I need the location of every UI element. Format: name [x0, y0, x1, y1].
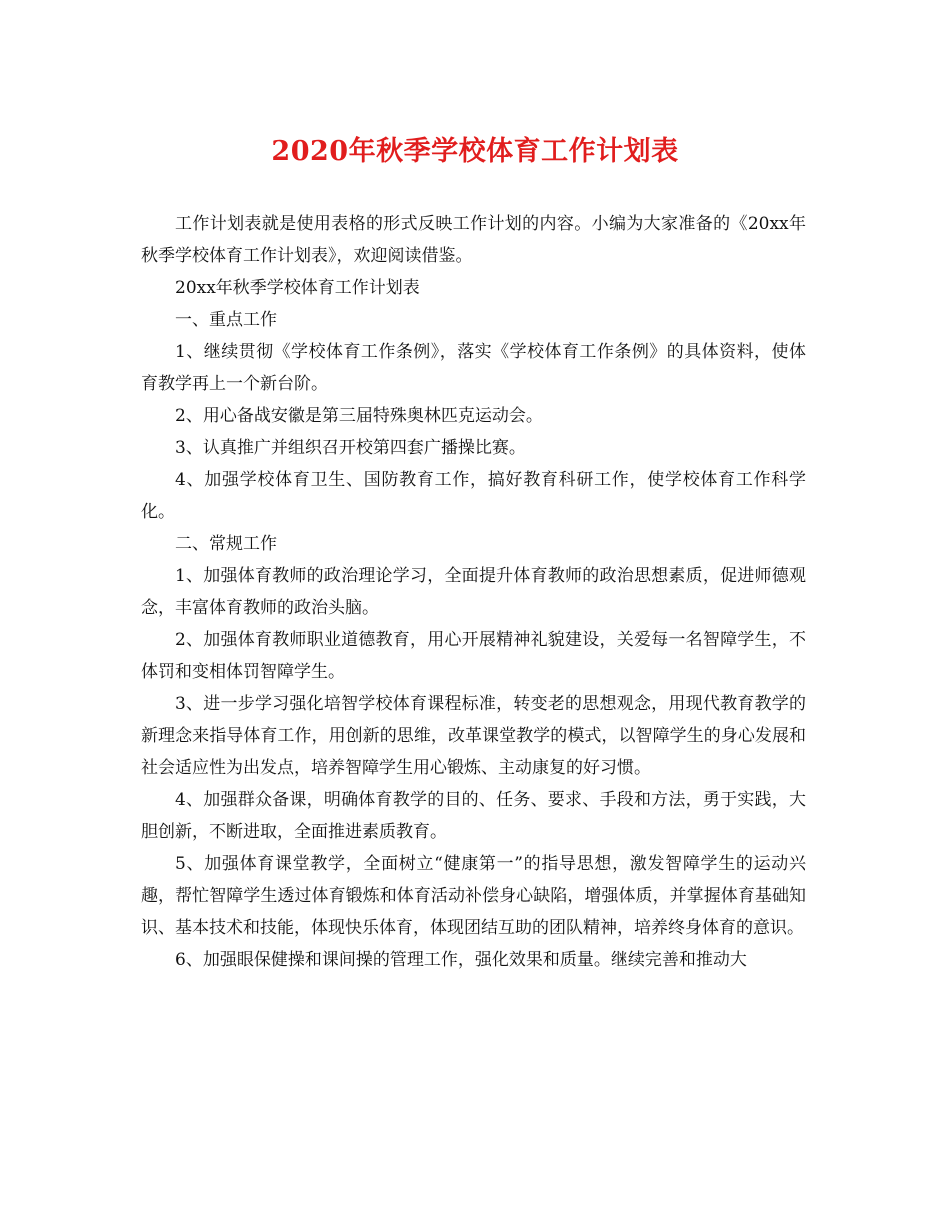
section-heading-routine-work: 二、常规工作 [175, 534, 277, 554]
key-work-item-2: 2、用心备战安徽是第三届特殊奥林匹克运动会。 [175, 406, 543, 426]
routine-work-item-6: 6、加强眼保健操和课间操的管理工作，强化效果和质量。继续完善和推动大 [175, 950, 747, 970]
key-work-item-4: 4、加强学校体育卫生、国防教育工作，搞好教育科研工作，使学校体育工作科学化。 [141, 470, 806, 522]
routine-work-item-5: 5、加强体育课堂教学，全面树立“健康第一”的指导思想，激发智障学生的运动兴趣，帮忙智障学生透过体育锻炼和体育活动补偿身心缺陷，增强体质，并掌握体育基础知识、基本技术和技能，体现快乐体育，体现团结互助的团队精神，培养终身体育的意识。 [141, 854, 806, 938]
routine-work-item-1: 1、加强体育教师的政治理论学习，全面提升体育教师的政治思想素质，促进师德观念，丰富体育教师的政治头脑。 [141, 566, 806, 618]
key-work-item-3: 3、认真推广并组织召开校第四套广播操比赛。 [175, 438, 526, 458]
routine-work-item-2: 2、加强体育教师职业道德教育，用心开展精神礼貌建设，关爱每一名智障学生，不体罚和变相体罚智障学生。 [141, 630, 806, 682]
key-work-item-1: 1、继续贯彻《学校体育工作条例》，落实《学校体育工作条例》的具体资料，使体育教学再上一个新台阶。 [141, 342, 806, 394]
routine-work-item-4: 4、加强群众备课，明确体育教学的目的、任务、要求、手段和方法，勇于实践，大胆创新，不断进取，全面推进素质教育。 [141, 790, 806, 842]
plan-heading: 20xx年秋季学校体育工作计划表 [175, 278, 420, 298]
document-body [141, 208, 806, 976]
section-heading-key-work: 一、重点工作 [175, 310, 277, 330]
document-title: 2020年秋季学校体育工作计划表 [271, 136, 679, 167]
intro-paragraph: 工作计划表就是使用表格的形式反映工作计划的内容。小编为大家准备的《20xx年秋季学校体育工作计划表》，欢迎阅读借鉴。 [141, 214, 806, 266]
routine-work-item-3: 3、进一步学习强化培智学校体育课程标准，转变老的思想观念，用现代教育教学的新理念来指导体育工作，用创新的思维，改革课堂教学的模式，以智障学生的身心发展和社会适应性为出发点，培养智障学生用心锻炼、主动康复的好习惯。 [141, 694, 806, 778]
